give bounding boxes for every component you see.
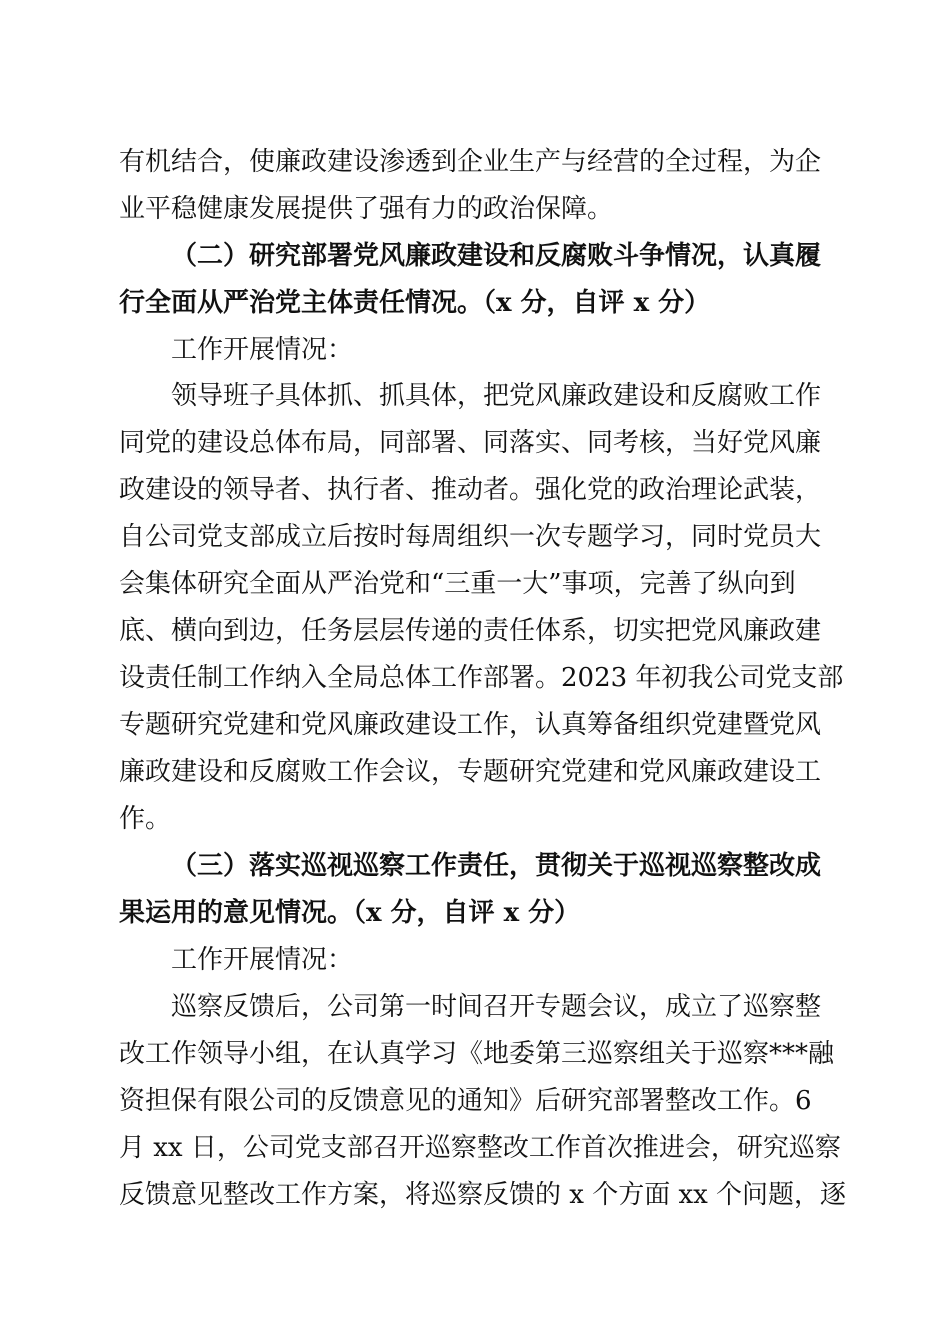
- body-text-line: 专题研究党建和党风廉政建设工作，认真筹备组织党建暨党风: [119, 710, 822, 740]
- section-heading-line: 行全面从严治党主体责任情况。（x 分，自评 x 分）: [119, 288, 711, 318]
- body-text-line: 政建设的领导者、执行者、推动者。强化党的政治理论武装，: [119, 475, 822, 505]
- body-text-line: 资担保有限公司的反馈意见的通知》后研究部署整改工作。6: [119, 1086, 812, 1116]
- body-text-line: 同党的建设总体布局，同部署、同落实、同考核，当好党风廉: [119, 428, 822, 458]
- body-text-line: 有机结合，使廉政建设渗透到企业生产与经营的全过程，为企: [119, 147, 822, 177]
- subheading-line: 工作开展情况：: [171, 945, 354, 975]
- body-text-line: 领导班子具体抓、抓具体，把党风廉政建设和反腐败工作: [171, 381, 822, 411]
- section-heading-line: （三）落实巡视巡察工作责任，贯彻关于巡视巡察整改成: [171, 851, 822, 881]
- body-text-line: 巡察反馈后，公司第一时间召开专题会议，成立了巡察整: [171, 992, 822, 1022]
- body-text-line: 作。: [119, 804, 172, 834]
- body-text-line: 会集体研究全面从严治党和“三重一大”事项，完善了纵向到: [119, 569, 796, 599]
- body-text-line: 廉政建设和反腐败工作会议，专题研究党建和党风廉政建设工: [119, 757, 822, 787]
- body-text-line: 改工作领导小组，在认真学习《地委第三巡察组关于巡察***融: [119, 1039, 835, 1069]
- body-text-line: 反馈意见整改工作方案，将巡察反馈的 x 个方面 xx 个问题，逐: [119, 1180, 847, 1210]
- section-heading-line: （二）研究部署党风廉政建设和反腐败斗争情况，认真履: [171, 241, 822, 271]
- body-text-line: 设责任制工作纳入全局总体工作部署。2023 年初我公司党支部: [119, 663, 844, 693]
- body-text-line: 业平稳健康发展提供了强有力的政治保障。: [119, 194, 614, 224]
- body-text-line: 月 xx 日，公司党支部召开巡察整改工作首次推进会，研究巡察: [119, 1133, 841, 1163]
- body-text-line: 自公司党支部成立后按时每周组织一次专题学习，同时党员大: [119, 522, 822, 552]
- body-text-line: 底、横向到边，任务层层传递的责任体系，切实把党风廉政建: [119, 616, 822, 646]
- section-heading-line: 果运用的意见情况。（x 分，自评 x 分）: [119, 898, 581, 928]
- subheading-line: 工作开展情况：: [171, 335, 354, 365]
